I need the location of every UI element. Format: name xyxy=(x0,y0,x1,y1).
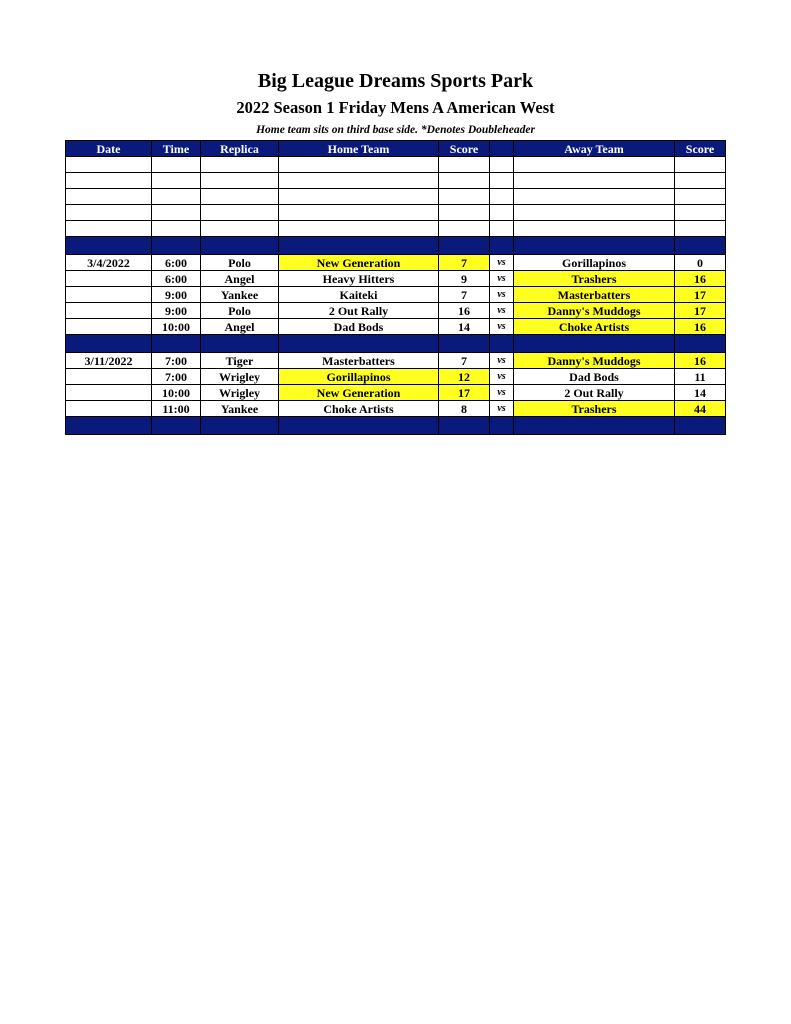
band-cell xyxy=(279,417,439,435)
empty-cell xyxy=(201,173,279,189)
game-date xyxy=(66,319,152,335)
band-cell xyxy=(439,417,490,435)
empty-cell xyxy=(279,205,439,221)
game-replica: Wrigley xyxy=(201,369,279,385)
home-score: 17 xyxy=(439,385,490,401)
game-time: 6:00 xyxy=(152,255,201,271)
empty-cell xyxy=(514,205,675,221)
empty-cell xyxy=(675,205,726,221)
game-date xyxy=(66,303,152,319)
band-cell xyxy=(514,417,675,435)
game-time: 9:00 xyxy=(152,287,201,303)
away-team: Gorillapinos xyxy=(514,255,675,271)
home-score: 8 xyxy=(439,401,490,417)
away-score: 16 xyxy=(675,319,726,335)
away-score: 16 xyxy=(675,271,726,287)
band-cell xyxy=(675,335,726,353)
game-replica: Polo xyxy=(201,303,279,319)
empty-cell xyxy=(152,189,201,205)
empty-cell xyxy=(514,189,675,205)
game-replica: Yankee xyxy=(201,401,279,417)
season-subtitle: 2022 Season 1 Friday Mens A American West xyxy=(236,98,555,117)
separator-band xyxy=(66,237,726,255)
away-team: Trashers xyxy=(514,401,675,417)
band-cell xyxy=(514,237,675,255)
game-row xyxy=(66,303,726,319)
col-away-score: Score xyxy=(675,141,726,157)
separator-band xyxy=(66,335,726,353)
empty-cell xyxy=(439,205,490,221)
band-cell xyxy=(514,335,675,353)
away-score: 44 xyxy=(675,401,726,417)
empty-cell xyxy=(279,221,439,237)
game-date xyxy=(66,287,152,303)
band-cell xyxy=(152,417,201,435)
empty-cell xyxy=(675,221,726,237)
home-team-note: Home team sits on third base side. *Denotes Doubleheader xyxy=(256,124,535,136)
empty-cell xyxy=(66,157,152,173)
band-cell xyxy=(439,335,490,353)
band-cell xyxy=(201,335,279,353)
game-row xyxy=(66,401,726,417)
away-team: Dad Bods xyxy=(514,369,675,385)
band-cell xyxy=(201,237,279,255)
separator-band xyxy=(66,417,726,435)
empty-cell xyxy=(439,157,490,173)
game-time: 10:00 xyxy=(152,319,201,335)
band-cell xyxy=(490,417,514,435)
header-row xyxy=(66,141,726,157)
empty-cell xyxy=(490,173,514,189)
away-score: 16 xyxy=(675,353,726,369)
empty-cell xyxy=(152,157,201,173)
band-cell xyxy=(279,237,439,255)
game-replica: Angel xyxy=(201,271,279,287)
band-cell xyxy=(279,335,439,353)
vs-label: vs xyxy=(490,401,514,417)
away-team: Choke Artists xyxy=(514,319,675,335)
empty-cell xyxy=(201,189,279,205)
band-cell xyxy=(439,237,490,255)
vs-label: vs xyxy=(490,369,514,385)
vs-label: vs xyxy=(490,353,514,369)
game-replica: Angel xyxy=(201,319,279,335)
game-row xyxy=(66,287,726,303)
away-score: 11 xyxy=(675,369,726,385)
empty-cell xyxy=(675,189,726,205)
empty-row xyxy=(66,173,726,189)
game-replica: Polo xyxy=(201,255,279,271)
game-date: 3/11/2022 xyxy=(66,353,152,369)
away-team: Danny's Muddogs xyxy=(514,353,675,369)
empty-cell xyxy=(201,205,279,221)
empty-cell xyxy=(439,221,490,237)
empty-cell xyxy=(201,221,279,237)
col-replica: Replica xyxy=(201,141,279,157)
empty-row xyxy=(66,221,726,237)
game-date: 3/4/2022 xyxy=(66,255,152,271)
game-replica: Tiger xyxy=(201,353,279,369)
game-row xyxy=(66,353,726,369)
empty-cell xyxy=(490,221,514,237)
empty-cell xyxy=(66,205,152,221)
band-cell xyxy=(490,335,514,353)
game-time: 9:00 xyxy=(152,303,201,319)
band-cell xyxy=(66,237,152,255)
empty-cell xyxy=(675,157,726,173)
empty-row xyxy=(66,189,726,205)
away-team: Masterbatters xyxy=(514,287,675,303)
vs-label: vs xyxy=(490,271,514,287)
home-score: 9 xyxy=(439,271,490,287)
vs-label: vs xyxy=(490,287,514,303)
home-team: New Generation xyxy=(279,255,439,271)
empty-cell xyxy=(514,157,675,173)
band-cell xyxy=(675,237,726,255)
band-cell xyxy=(490,237,514,255)
empty-cell xyxy=(66,221,152,237)
empty-cell xyxy=(279,173,439,189)
home-score: 7 xyxy=(439,287,490,303)
col-away-team: Away Team xyxy=(514,141,675,157)
away-score: 17 xyxy=(675,287,726,303)
game-time: 6:00 xyxy=(152,271,201,287)
band-cell xyxy=(152,335,201,353)
game-date xyxy=(66,401,152,417)
home-team: Choke Artists xyxy=(279,401,439,417)
away-team: Trashers xyxy=(514,271,675,287)
empty-cell xyxy=(514,173,675,189)
home-team: Kaiteki xyxy=(279,287,439,303)
game-date xyxy=(66,369,152,385)
band-cell xyxy=(152,237,201,255)
band-cell xyxy=(66,335,152,353)
home-team: Heavy Hitters xyxy=(279,271,439,287)
home-team: Gorillapinos xyxy=(279,369,439,385)
band-cell xyxy=(201,417,279,435)
home-score: 7 xyxy=(439,353,490,369)
empty-cell xyxy=(490,157,514,173)
away-score: 17 xyxy=(675,303,726,319)
col-time: Time xyxy=(152,141,201,157)
game-time: 11:00 xyxy=(152,401,201,417)
empty-cell xyxy=(152,205,201,221)
col-date: Date xyxy=(66,141,152,157)
game-time: 7:00 xyxy=(152,353,201,369)
empty-cell xyxy=(490,205,514,221)
home-team: 2 Out Rally xyxy=(279,303,439,319)
col-home-team: Home Team xyxy=(279,141,439,157)
away-score: 0 xyxy=(675,255,726,271)
away-team: 2 Out Rally xyxy=(514,385,675,401)
vs-label: vs xyxy=(490,319,514,335)
home-score: 12 xyxy=(439,369,490,385)
game-replica: Wrigley xyxy=(201,385,279,401)
game-row xyxy=(66,271,726,287)
schedule-table xyxy=(65,140,726,435)
vs-label: vs xyxy=(490,303,514,319)
empty-cell xyxy=(152,221,201,237)
game-row xyxy=(66,369,726,385)
empty-cell xyxy=(514,221,675,237)
empty-cell xyxy=(279,189,439,205)
empty-cell xyxy=(439,189,490,205)
game-date xyxy=(66,271,152,287)
home-score: 16 xyxy=(439,303,490,319)
game-date xyxy=(66,385,152,401)
park-title: Big League Dreams Sports Park xyxy=(257,70,534,92)
empty-cell xyxy=(279,157,439,173)
game-row xyxy=(66,319,726,335)
game-time: 7:00 xyxy=(152,369,201,385)
empty-row xyxy=(66,157,726,173)
vs-label: vs xyxy=(490,255,514,271)
col-home-score: Score xyxy=(439,141,490,157)
game-row xyxy=(66,255,726,271)
home-team: Dad Bods xyxy=(279,319,439,335)
home-score: 7 xyxy=(439,255,490,271)
empty-cell xyxy=(66,173,152,189)
empty-row xyxy=(66,205,726,221)
empty-cell xyxy=(675,173,726,189)
empty-cell xyxy=(490,189,514,205)
home-team: New Generation xyxy=(279,385,439,401)
band-cell xyxy=(675,417,726,435)
home-score: 14 xyxy=(439,319,490,335)
empty-cell xyxy=(66,189,152,205)
away-score: 14 xyxy=(675,385,726,401)
game-time: 10:00 xyxy=(152,385,201,401)
empty-cell xyxy=(152,173,201,189)
vs-label: vs xyxy=(490,385,514,401)
empty-cell xyxy=(201,157,279,173)
game-replica: Yankee xyxy=(201,287,279,303)
empty-cell xyxy=(439,173,490,189)
col-vs xyxy=(490,141,514,157)
away-team: Danny's Muddogs xyxy=(514,303,675,319)
home-team: Masterbatters xyxy=(279,353,439,369)
game-row xyxy=(66,385,726,401)
band-cell xyxy=(66,417,152,435)
